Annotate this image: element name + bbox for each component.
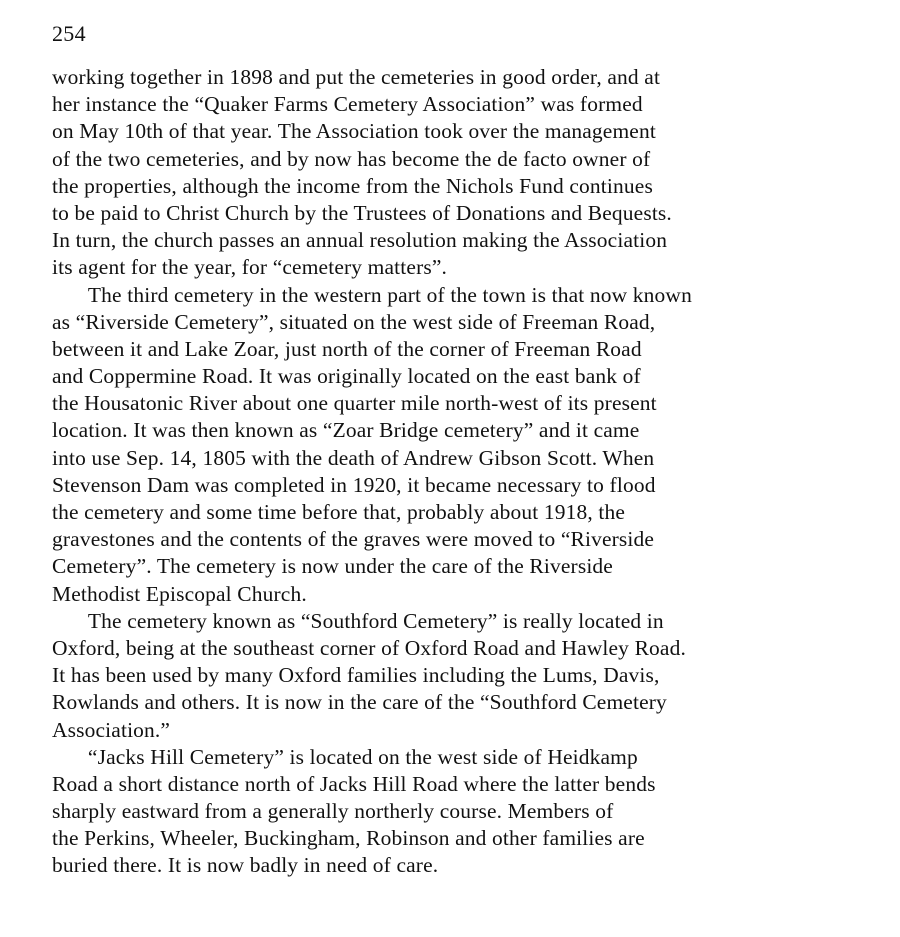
text-line: into use Sep. 14, 1805 with the death of Andrew Gibson Scott. When (52, 445, 655, 470)
text-line: Stevenson Dam was completed in 1920, it became necessary to flood (52, 472, 656, 497)
text-line: The cemetery known as “Southford Cemetery” is really located in (87, 608, 664, 633)
text-line: as “Riverside Cemetery”, situated on the west side of Freeman Road, (52, 309, 656, 334)
body-text (52, 64, 892, 880)
text-line: on May 10th of that year. The Association took over the management (52, 119, 656, 144)
text-line: working together in 1898 and put the cemeteries in good order, and at (52, 65, 661, 89)
text-line: It has been used by many Oxford families including the Lums, Davis, (52, 663, 660, 688)
text-line: its agent for the year, for “cemetery matters”. (52, 255, 448, 280)
text-line: the cemetery and some time before that, probably about 1918, the (52, 500, 626, 524)
text-line: In turn, the church passes an annual resolution making the Association (52, 228, 668, 253)
text-line: The third cemetery in the western part of the town is that now known (87, 282, 692, 307)
text-line: the Perkins, Wheeler, Buckingham, Robinson and other families are (52, 826, 645, 851)
text-line: location. It was then known as “Zoar Bridge cemetery” and it came (52, 418, 640, 443)
page-number: 254 (52, 21, 86, 46)
text-line: Oxford, being at the southeast corner of Oxford Road and Hawley Road. (52, 635, 686, 660)
text-line: Road a short distance north of Jacks Hill Road where the latter bends (52, 771, 656, 796)
text-line: “Jacks Hill Cemetery” is located on the west side of Heidkamp (87, 744, 638, 769)
text-line: Methodist Episcopal Church. (52, 581, 307, 606)
text-line: the Housatonic River about one quarter mile north-west of its present (52, 391, 657, 416)
text-line: gravestones and the contents of the graves were moved to “Riverside (52, 527, 655, 552)
text-line: buried there. It is now badly in need of care. (52, 853, 439, 878)
text-line: and Coppermine Road. It was originally located on the east bank of (52, 364, 641, 389)
text-line: sharply eastward from a generally northerly course. Members of (52, 799, 614, 824)
text-line: to be paid to Christ Church by the Trustees of Donations and Bequests. (52, 200, 672, 225)
text-line: Rowlands and others. It is now in the care of the “Southford Cemetery (52, 690, 667, 715)
text-line: her instance the “Quaker Farms Cemetery Association” was formed (52, 92, 643, 117)
text-line: Association.” (52, 717, 171, 742)
text-line: of the two cemeteries, and by now has become the de facto owner of (52, 146, 651, 171)
text-line: Cemetery”. The cemetery is now under the care of the Riverside (52, 554, 613, 579)
text-line: between it and Lake Zoar, just north of the corner of Freeman Road (52, 336, 642, 361)
text-line: the properties, although the income from the Nichols Fund continues (52, 173, 653, 198)
